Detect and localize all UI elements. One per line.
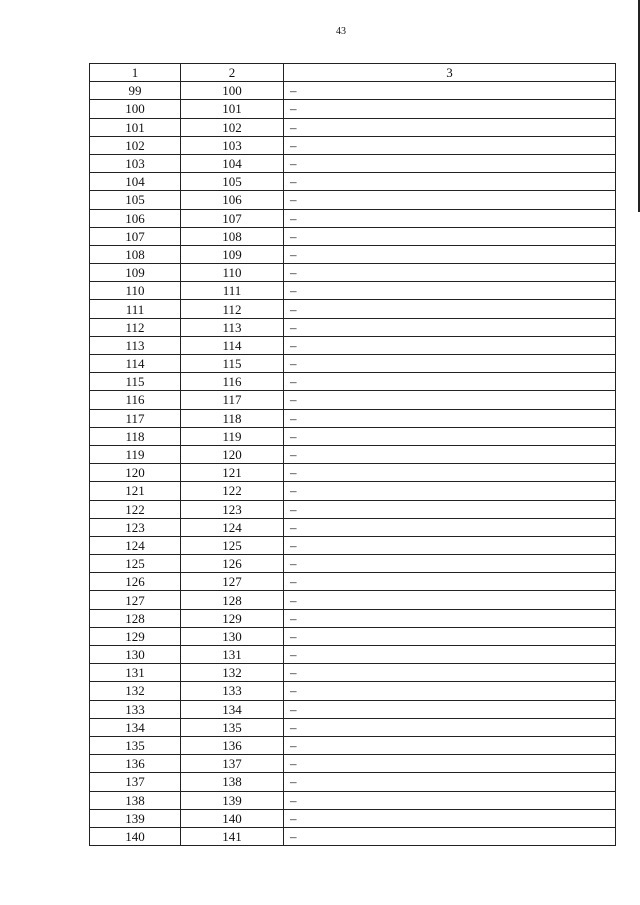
table-cell-col-1: 139 (90, 809, 181, 827)
table-cell-col-3: – (284, 373, 616, 391)
table-row (90, 264, 616, 282)
table-cell-col-1: 102 (90, 136, 181, 154)
table-cell-col-1: 138 (90, 791, 181, 809)
table-cell-col-3: – (284, 209, 616, 227)
table-cell-col-2: 120 (181, 445, 284, 463)
table-row (90, 173, 616, 191)
table-row (90, 536, 616, 554)
table-cell-col-3: – (284, 536, 616, 554)
table-row (90, 464, 616, 482)
table-cell-col-3: – (284, 755, 616, 773)
table-cell-col-3: – (284, 773, 616, 791)
table-cell-col-2: 123 (181, 500, 284, 518)
table-cell-col-3: – (284, 664, 616, 682)
table-cell-col-2: 103 (181, 136, 284, 154)
table-cell-col-1: 128 (90, 609, 181, 627)
table-cell-col-3: – (284, 555, 616, 573)
table-cell-col-2: 134 (181, 700, 284, 718)
table-row (90, 336, 616, 354)
table-cell-col-1: 101 (90, 118, 181, 136)
table-cell-col-1: 99 (90, 82, 181, 100)
table-cell-col-3: – (284, 427, 616, 445)
table-cell-col-1: 103 (90, 154, 181, 172)
table-cell-col-2: 105 (181, 173, 284, 191)
table-cell-col-1: 126 (90, 573, 181, 591)
table-row (90, 755, 616, 773)
table-cell-col-2: 127 (181, 573, 284, 591)
table-cell-col-3: – (284, 718, 616, 736)
table-cell-col-2: 138 (181, 773, 284, 791)
table-cell-col-1: 118 (90, 427, 181, 445)
table-cell-col-1: 100 (90, 100, 181, 118)
table-cell-col-3: – (284, 627, 616, 645)
table-cell-col-1: 112 (90, 318, 181, 336)
table-cell-col-2: 139 (181, 791, 284, 809)
table-cell-col-1: 115 (90, 373, 181, 391)
table-cell-col-2: 128 (181, 591, 284, 609)
header-col-1: 1 (90, 64, 181, 82)
table-cell-col-3: – (284, 409, 616, 427)
table-cell-col-2: 115 (181, 355, 284, 373)
table-cell-col-2: 104 (181, 154, 284, 172)
table-cell-col-3: – (284, 136, 616, 154)
table-cell-col-2: 125 (181, 536, 284, 554)
table-cell-col-2: 106 (181, 191, 284, 209)
table-cell-col-2: 141 (181, 827, 284, 845)
table-cell-col-1: 127 (90, 591, 181, 609)
table-row (90, 827, 616, 845)
table-cell-col-3: – (284, 682, 616, 700)
table-cell-col-1: 114 (90, 355, 181, 373)
table-row (90, 136, 616, 154)
table-cell-col-3: – (284, 336, 616, 354)
table-cell-col-2: 119 (181, 427, 284, 445)
table-cell-col-2: 101 (181, 100, 284, 118)
table-row (90, 154, 616, 172)
table-cell-col-2: 136 (181, 736, 284, 754)
table-cell-col-1: 119 (90, 445, 181, 463)
table-cell-col-2: 140 (181, 809, 284, 827)
table-cell-col-2: 121 (181, 464, 284, 482)
table-cell-col-1: 104 (90, 173, 181, 191)
table-cell-col-1: 135 (90, 736, 181, 754)
table-cell-col-2: 122 (181, 482, 284, 500)
table-row (90, 627, 616, 645)
table-cell-col-3: – (284, 264, 616, 282)
table-row (90, 555, 616, 573)
table-row (90, 500, 616, 518)
table-cell-col-1: 137 (90, 773, 181, 791)
table-cell-col-2: 118 (181, 409, 284, 427)
table-cell-col-2: 131 (181, 646, 284, 664)
table-row (90, 82, 616, 100)
table-cell-col-3: – (284, 100, 616, 118)
table-cell-col-1: 133 (90, 700, 181, 718)
table-cell-col-3: – (284, 609, 616, 627)
table-cell-col-1: 110 (90, 282, 181, 300)
table-cell-col-2: 109 (181, 245, 284, 263)
table-cell-col-1: 113 (90, 336, 181, 354)
table-cell-col-3: – (284, 391, 616, 409)
table-cell-col-1: 130 (90, 646, 181, 664)
table-cell-col-3: – (284, 827, 616, 845)
table-cell-col-3: – (284, 791, 616, 809)
table-row (90, 427, 616, 445)
table-row (90, 318, 616, 336)
table-row (90, 609, 616, 627)
table-cell-col-2: 117 (181, 391, 284, 409)
table-cell-col-3: – (284, 736, 616, 754)
table-cell-col-1: 109 (90, 264, 181, 282)
table-cell-col-3: – (284, 646, 616, 664)
table-cell-col-1: 131 (90, 664, 181, 682)
table-cell-col-2: 132 (181, 664, 284, 682)
header-col-2: 2 (181, 64, 284, 82)
table-cell-col-3: – (284, 118, 616, 136)
table-cell-col-1: 105 (90, 191, 181, 209)
table-cell-col-3: – (284, 700, 616, 718)
table-row (90, 791, 616, 809)
table-cell-col-2: 130 (181, 627, 284, 645)
table-cell-col-2: 135 (181, 718, 284, 736)
table-cell-col-1: 120 (90, 464, 181, 482)
table-cell-col-1: 121 (90, 482, 181, 500)
table-row (90, 518, 616, 536)
table-row (90, 282, 616, 300)
table-cell-col-3: – (284, 482, 616, 500)
table-row (90, 245, 616, 263)
table-row (90, 300, 616, 318)
table-row (90, 736, 616, 754)
table-row (90, 209, 616, 227)
table-cell-col-3: – (284, 282, 616, 300)
table-cell-col-2: 137 (181, 755, 284, 773)
table-row (90, 227, 616, 245)
table-row (90, 100, 616, 118)
table-cell-col-3: – (284, 191, 616, 209)
table-cell-col-2: 111 (181, 282, 284, 300)
table-cell-col-1: 129 (90, 627, 181, 645)
table-cell-col-1: 123 (90, 518, 181, 536)
table-cell-col-1: 140 (90, 827, 181, 845)
table-cell-col-1: 117 (90, 409, 181, 427)
table-row (90, 809, 616, 827)
table-cell-col-3: – (284, 245, 616, 263)
table-cell-col-2: 114 (181, 336, 284, 354)
table-row (90, 718, 616, 736)
table-row (90, 445, 616, 463)
table-row (90, 682, 616, 700)
table-cell-col-3: – (284, 82, 616, 100)
table-cell-col-1: 134 (90, 718, 181, 736)
table-cell-col-2: 102 (181, 118, 284, 136)
table-cell-col-3: – (284, 300, 616, 318)
table-cell-col-1: 111 (90, 300, 181, 318)
table-cell-col-2: 133 (181, 682, 284, 700)
table-row (90, 646, 616, 664)
table-cell-col-2: 108 (181, 227, 284, 245)
table-cell-col-3: – (284, 154, 616, 172)
table-cell-col-3: – (284, 227, 616, 245)
table-cell-col-1: 124 (90, 536, 181, 554)
table-cell-col-2: 107 (181, 209, 284, 227)
table-row (90, 773, 616, 791)
table-row (90, 700, 616, 718)
table-cell-col-3: – (284, 318, 616, 336)
table-cell-col-2: 100 (181, 82, 284, 100)
table-cell-col-1: 136 (90, 755, 181, 773)
table-cell-col-3: – (284, 809, 616, 827)
table-cell-col-3: – (284, 573, 616, 591)
table-cell-col-3: – (284, 173, 616, 191)
table-row (90, 118, 616, 136)
table-body (90, 82, 616, 846)
table-cell-col-3: – (284, 500, 616, 518)
table-cell-col-3: – (284, 518, 616, 536)
table-cell-col-1: 116 (90, 391, 181, 409)
table-cell-col-2: 112 (181, 300, 284, 318)
table-row (90, 355, 616, 373)
table-row (90, 664, 616, 682)
table-row (90, 409, 616, 427)
table-row (90, 191, 616, 209)
table-cell-col-3: – (284, 591, 616, 609)
table-cell-col-2: 129 (181, 609, 284, 627)
table-cell-col-3: – (284, 464, 616, 482)
table-cell-col-2: 124 (181, 518, 284, 536)
table-cell-col-1: 122 (90, 500, 181, 518)
table-cell-col-2: 110 (181, 264, 284, 282)
table-row (90, 391, 616, 409)
table-cell-col-2: 113 (181, 318, 284, 336)
table-row (90, 591, 616, 609)
page-number: 43 (336, 26, 346, 37)
data-table (89, 63, 616, 846)
table-cell-col-1: 106 (90, 209, 181, 227)
table-cell-col-1: 125 (90, 555, 181, 573)
table-cell-col-1: 107 (90, 227, 181, 245)
table-row (90, 482, 616, 500)
table-cell-col-3: – (284, 445, 616, 463)
table-cell-col-1: 108 (90, 245, 181, 263)
table-row (90, 573, 616, 591)
table-row (90, 373, 616, 391)
table-cell-col-1: 132 (90, 682, 181, 700)
header-col-3: 3 (284, 64, 616, 82)
table-cell-col-2: 126 (181, 555, 284, 573)
table-cell-col-2: 116 (181, 373, 284, 391)
table-cell-col-3: – (284, 355, 616, 373)
table-header-row (90, 64, 616, 82)
